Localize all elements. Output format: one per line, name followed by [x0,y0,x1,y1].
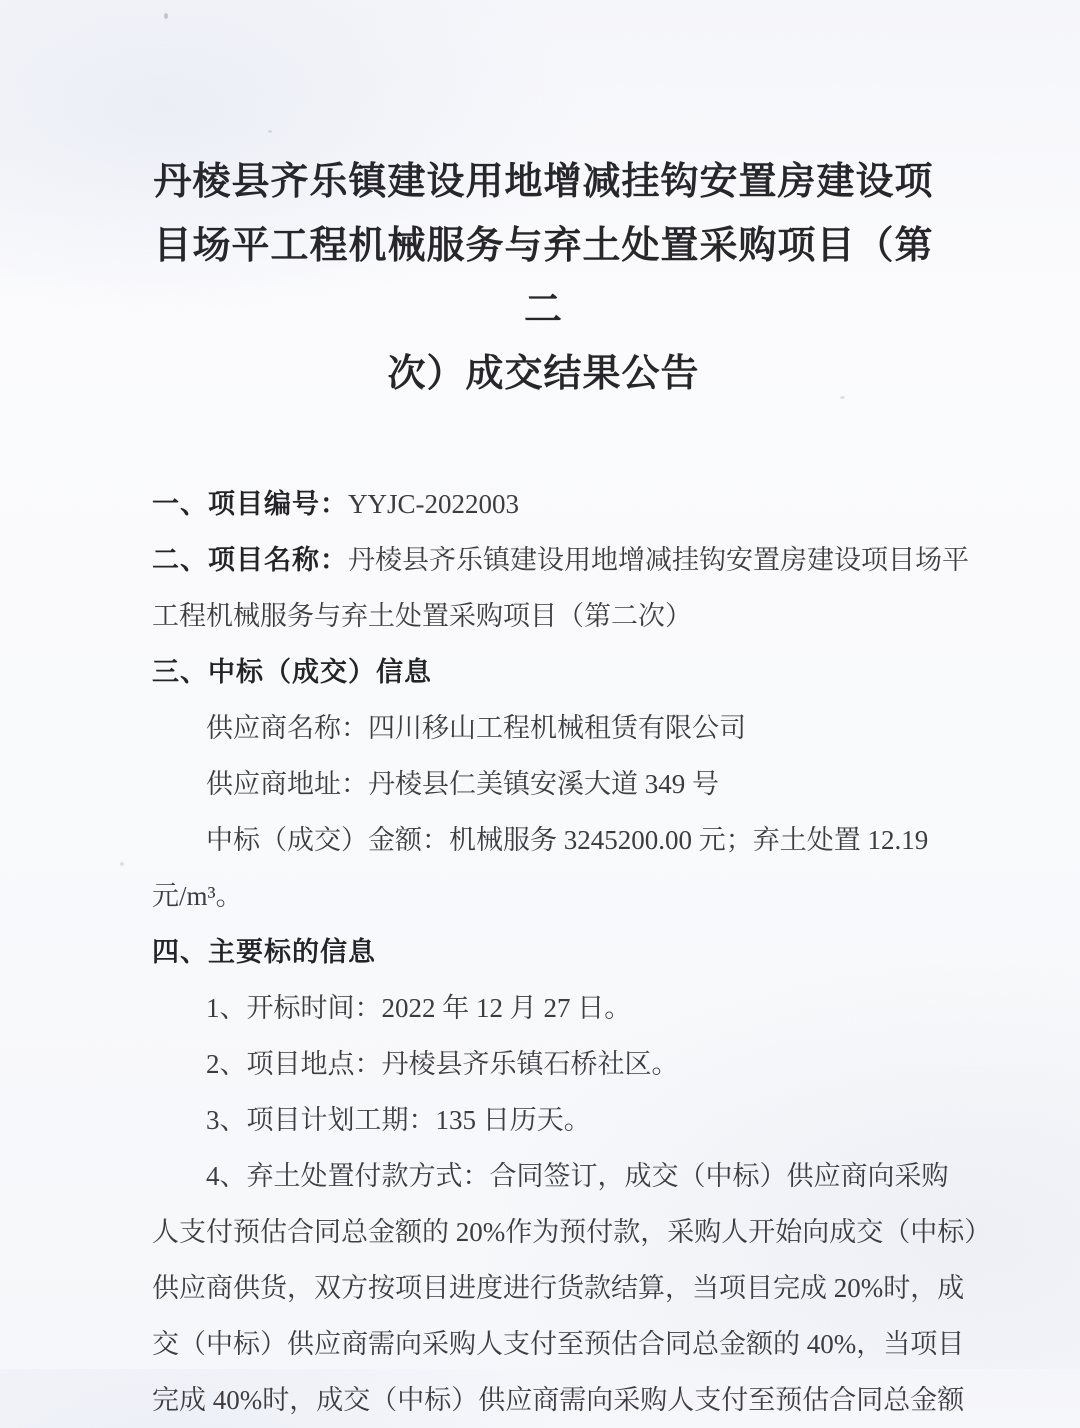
project-name-line-1 [152,532,969,588]
award-amount-line-2: 元/m³。 [152,881,243,911]
document-title-line-2: 目场平工程机械服务与弃土处置采购项目（第二 [153,225,934,331]
project-name-line-2: 工程机械服务与弃土处置采购项目（第二次） [152,601,692,631]
project-name-value-part1: 丹棱县齐乐镇建设用地增减挂钩安置房建设项目场平 [348,545,969,575]
project-number-label: 一、项目编号： [152,489,348,519]
project-number-value: YYJC-2022003 [348,489,520,519]
payment-terms-line-1: 4、弃土处置付款方式：合同签订，成交（中标）供应商向采购 [206,1161,949,1191]
award-info-heading: 三、中标（成交）信息 [152,657,432,687]
scan-artifact-speck [840,396,845,399]
document-title [152,150,935,406]
payment-terms-line-4: 交（中标）供应商需向采购人支付至预估合同总金额的 40%，当项目 [152,1329,965,1359]
project-location-line: 2、项目地点：丹棱县齐乐镇石桥社区。 [206,1049,679,1079]
award-amount-line-1: 中标（成交）金额：机械服务 3245200.00 元；弃土处置 12.19 [206,825,929,855]
project-name-label: 二、项目名称： [152,545,348,575]
project-duration-line: 3、项目计划工期：135 日历天。 [206,1105,591,1135]
supplier-address-line: 供应商地址：丹棱县仁美镇安溪大道 349 号 [206,769,719,799]
scan-artifact-speck [164,13,168,19]
scan-artifact-speck [120,862,124,866]
document-title-line-1: 丹棱县齐乐镇建设用地增减挂钩安置房建设项 [153,161,934,203]
bid-opening-time-line: 1、开标时间：2022 年 12 月 27 日。 [206,993,632,1023]
document-title-line-3: 次）成交结果公告 [387,353,700,395]
payment-terms-line-3: 供应商供货，双方按项目进度进行货款结算，当项目完成 20%时，成 [152,1273,965,1303]
payment-terms-line-5: 完成 40%时，成交（中标）供应商需向采购人支付至预估合同总金额 [152,1385,965,1415]
scan-artifact-speck [268,130,272,133]
payment-terms-line-2: 人支付预估合同总金额的 20%作为预付款，采购人开始向成交（中标） [152,1217,992,1247]
project-number-line [152,476,935,532]
document-body [152,476,992,1428]
supplier-name-line: 供应商名称：四川移山工程机械租赁有限公司 [206,713,746,743]
main-subject-heading: 四、主要标的信息 [152,937,376,967]
